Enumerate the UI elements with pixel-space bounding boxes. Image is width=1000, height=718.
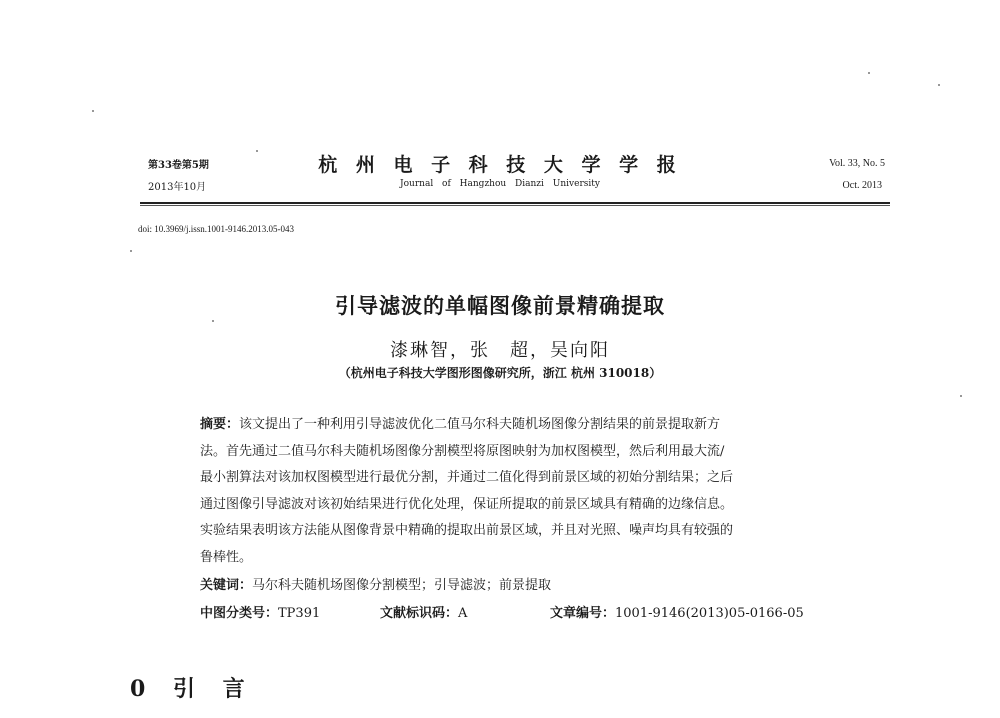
scan-speck xyxy=(256,150,258,152)
scan-speck xyxy=(212,320,214,322)
date-en: Oct. 2013 xyxy=(842,180,882,191)
abstract-line: 鲁棒性。 xyxy=(200,549,253,565)
scan-speck xyxy=(938,84,940,86)
abstract-line: 实验结果表明该方法能从图像背景中精确的提取出前景区域，并且对光照、噪声均具有较强的 xyxy=(200,523,734,538)
abstract-line: 通过图像引导滤波对该初始结果进行优化处理，保证所提取的前景区域具有精确的边缘信息。 xyxy=(200,496,734,512)
document-code-label: 文献标识码： xyxy=(380,606,459,621)
scan-speck xyxy=(92,110,94,112)
section-heading: 0 引 言 xyxy=(130,676,255,702)
scan-speck xyxy=(130,250,132,252)
document-code xyxy=(380,602,467,621)
doi: doi: 10.3969/j.issn.1001-9146.2013.05-043 xyxy=(138,224,295,234)
keywords-value: 马尔科夫随机场图像分割模型；引导滤波；前景提取 xyxy=(252,578,552,593)
volume-issue-cn: 第33卷第5期 xyxy=(148,160,209,171)
document-code-value: A xyxy=(458,606,468,621)
article-affiliation: （杭州电子科技大学图形图像研究所，浙江 杭州 310018） xyxy=(338,366,662,380)
clc-number xyxy=(200,602,320,621)
header-rule-thin xyxy=(140,205,890,206)
classification-line xyxy=(200,602,830,622)
date-cn: 2013年10月 xyxy=(148,182,207,193)
journal-name-en: Journal of Hangzhou Dianzi University xyxy=(400,179,600,189)
article-number-label: 文章编号： xyxy=(550,606,616,621)
scan-speck xyxy=(868,72,870,74)
volume-issue-en: Vol. 33, No. 5 xyxy=(829,158,885,169)
abstract-line: 最小割算法对该加权图模型进行最优分割，并通过二值化得到前景区域的初始分割结果；之后 xyxy=(200,470,734,485)
abstract-line: 法。首先通过二值马尔科夫随机场图像分割模型将原图映射为加权图模型，然后利用最大流/ xyxy=(200,443,725,459)
journal-name-cn: 杭 州 电 子 科 技 大 学 学 报 xyxy=(318,154,682,176)
article-title: 引导滤波的单幅图像前景精确提取 xyxy=(335,294,665,318)
abstract-text: 该文提出了一种利用引导滤波优化二值马尔科夫随机场图像分割结果的前景提取新方 xyxy=(239,417,721,432)
clc-value: TP391 xyxy=(278,606,321,621)
article-authors: 漆琳智，张 超，吴向阳 xyxy=(390,340,610,361)
keywords xyxy=(200,574,551,593)
clc-label: 中图分类号： xyxy=(200,606,279,621)
article-number-value: 1001-9146(2013)05-0166-05 xyxy=(615,606,804,621)
header-rule-thick xyxy=(140,202,890,204)
abstract xyxy=(200,412,830,571)
abstract-label: 摘要： xyxy=(200,417,240,432)
keywords-label: 关键词： xyxy=(200,578,253,593)
article-number xyxy=(550,602,804,621)
scan-speck xyxy=(960,395,962,397)
abstract-line xyxy=(200,412,830,439)
